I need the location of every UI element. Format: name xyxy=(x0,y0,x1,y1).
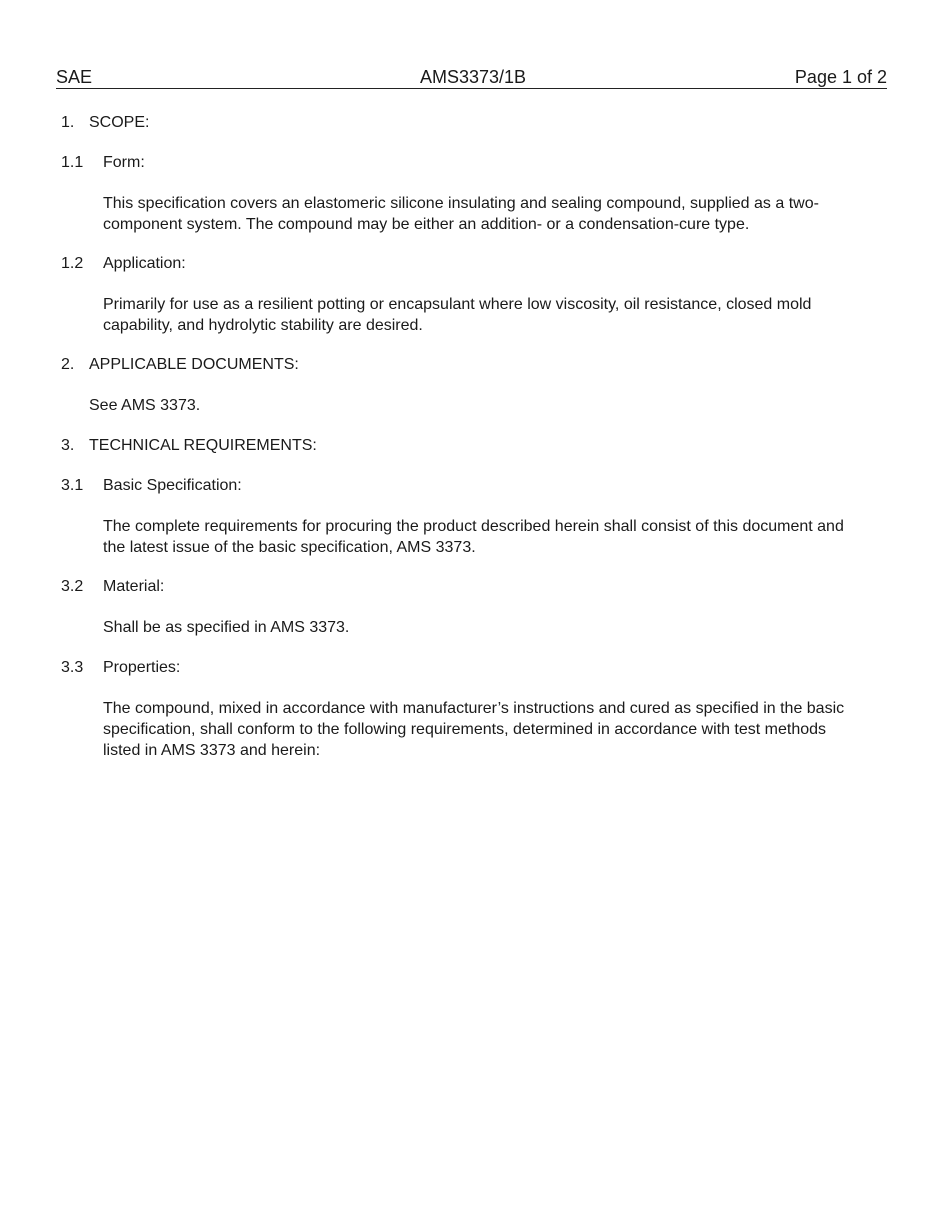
section-number: 1.2 xyxy=(61,255,84,272)
section-3-2-heading xyxy=(61,577,165,597)
section-3-1-body: The complete requirements for procuring the product described herein shall consist of this document and the latest issue of the basic specification, AMS 3373. xyxy=(103,518,844,556)
section-title: Properties: xyxy=(103,659,181,676)
section-number: 3.2 xyxy=(61,578,84,595)
section-3-1-heading xyxy=(61,476,242,496)
header-document-number: AMS3373/1B xyxy=(420,67,527,87)
section-1-heading xyxy=(61,113,150,133)
section-2-body: See AMS 3373. xyxy=(89,397,201,414)
section-number: 1.1 xyxy=(61,154,84,171)
section-title: SCOPE: xyxy=(89,114,150,131)
section-1-1-body: This specification covers an elastomeric silicone insulating and sealing compound, supplied as a two-component system. The compound may be either an addition- or a condensation-cure type. xyxy=(103,195,819,233)
section-number: 3.1 xyxy=(61,477,84,494)
section-number: 3. xyxy=(61,437,75,454)
section-3-3-body: The compound, mixed in accordance with manufacturer’s instructions and cured as specified in the basic specification, shall conform to the following requirements, determined in accordance with test methods listed in AMS 3373 and herein: xyxy=(103,700,845,759)
section-3-3-heading xyxy=(61,658,181,678)
section-number: 1. xyxy=(61,114,75,131)
section-1-2-body: Primarily for use as a resilient potting or encapsulant where low viscosity, oil resistance, closed mold capability, and hydrolytic stability are desired. xyxy=(103,296,812,334)
section-1-1-heading xyxy=(61,153,145,173)
header-page-number: Page 1 of 2 xyxy=(794,67,887,87)
section-title: Basic Specification: xyxy=(103,477,242,494)
section-title: Form: xyxy=(103,154,145,171)
section-1-2-heading xyxy=(61,254,186,274)
section-3-2-body: Shall be as specified in AMS 3373. xyxy=(103,619,350,636)
page-header xyxy=(56,66,887,89)
section-title: TECHNICAL REQUIREMENTS: xyxy=(89,437,317,454)
header-organization: SAE xyxy=(56,67,93,87)
section-title: Material: xyxy=(103,578,165,595)
section-number: 2. xyxy=(61,356,75,373)
section-2-heading xyxy=(61,355,299,375)
section-number: 3.3 xyxy=(61,659,84,676)
section-title: Application: xyxy=(103,255,186,272)
section-title: APPLICABLE DOCUMENTS: xyxy=(89,356,299,373)
section-3-heading xyxy=(61,436,317,456)
